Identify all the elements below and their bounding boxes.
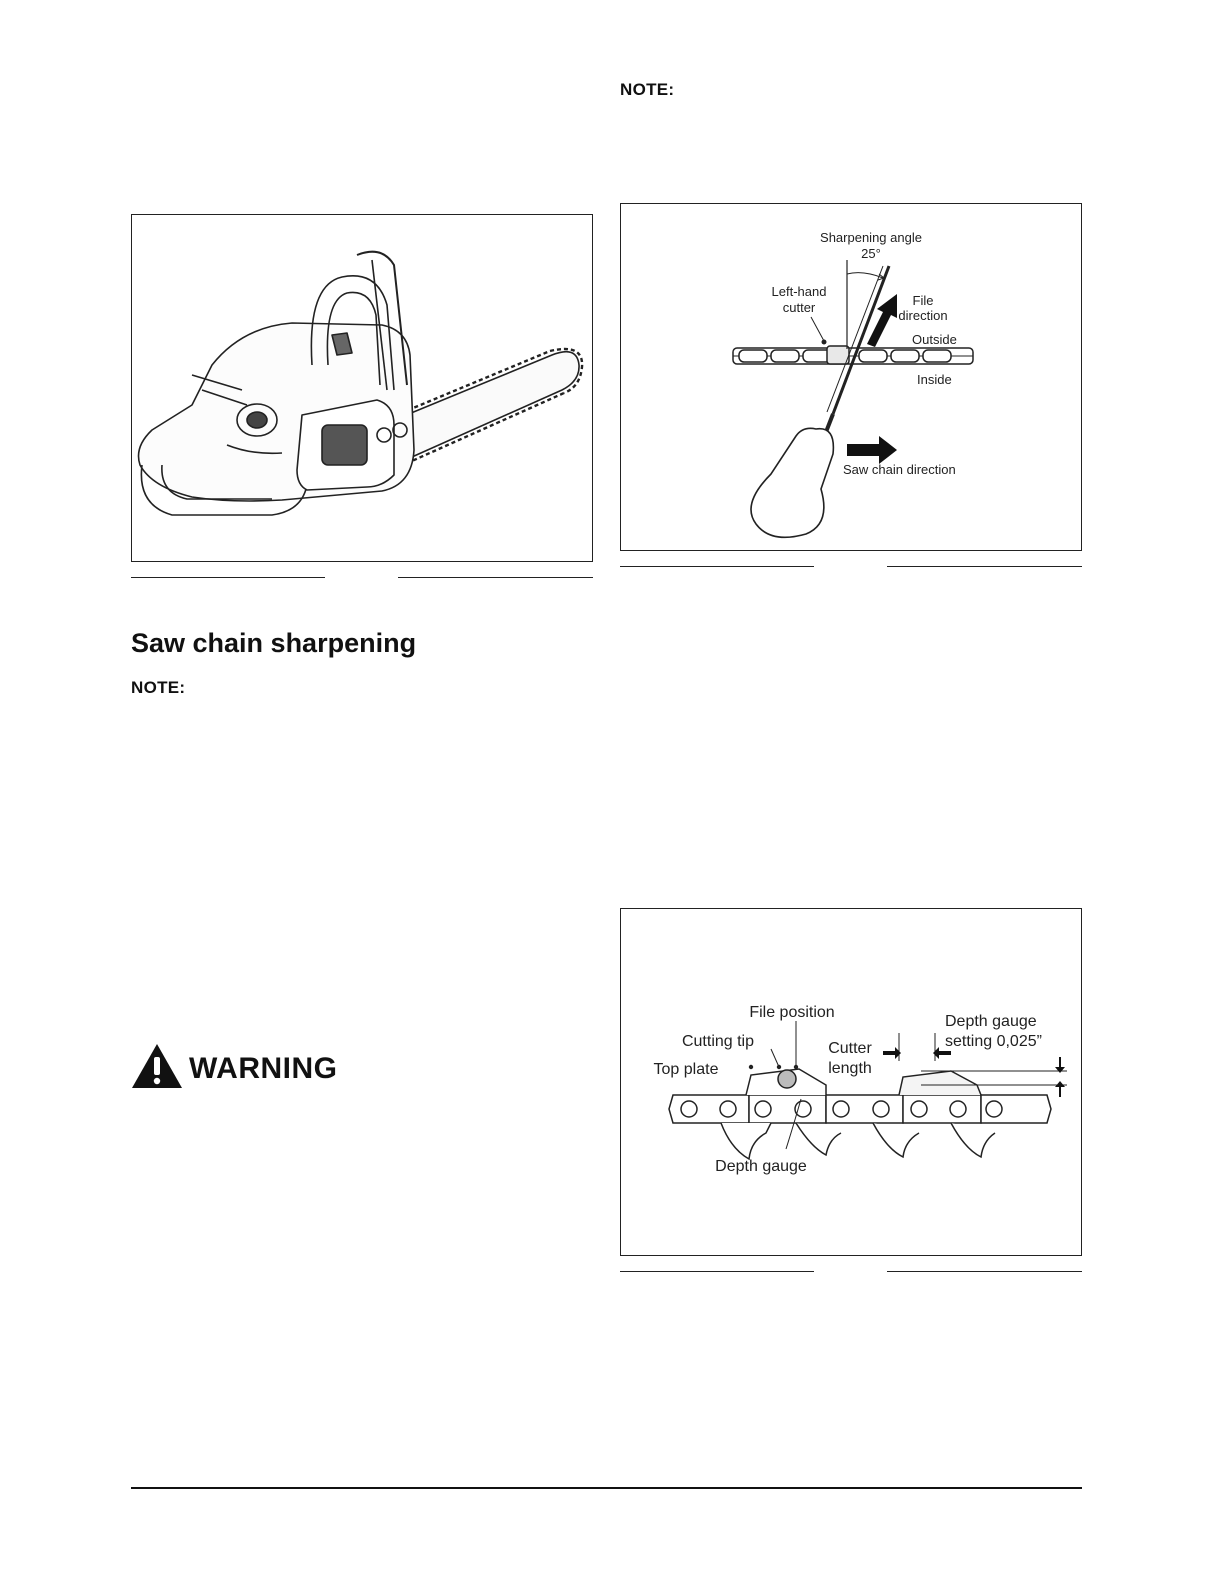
left-hand-cutter-label-line1: Left-hand [771,284,827,299]
caption-rule-left [131,577,325,578]
note-label-section: NOTE: [131,678,186,697]
angle-value-label: 25° [861,246,881,261]
file-position-label: File position [749,1004,835,1021]
warning-label: WARNING [189,1052,338,1085]
caption-rule-left-2 [620,566,814,567]
chainsaw-icon [132,215,591,560]
saw-chain-direction-label: Saw chain direction [843,462,956,477]
file-direction-label-line2: direction [898,308,948,323]
warning-block [131,1042,391,1090]
chainsaw-figure [131,214,593,562]
left-hand-cutter-label-line2: cutter [782,300,816,315]
caption-rule-right [398,577,593,578]
caption-rule-left-3 [620,1271,814,1272]
caption-rule-right-3 [887,1271,1082,1272]
inside-label: Inside [917,372,952,387]
depth-gauge-setting-label-line1: Depth gauge [945,1013,1037,1030]
depth-gauge-label: Depth gauge [715,1158,807,1175]
outside-label: Outside [912,332,957,347]
note-label-top-right: NOTE: [620,80,675,99]
footer-rule [131,1487,1082,1489]
cutter-length-label-line2: length [828,1060,872,1077]
sharpening-angle-label: Sharpening angle [820,230,922,245]
section-title: Saw chain sharpening [131,628,417,658]
caption-rule-right-2 [887,566,1082,567]
cutting-tip-label: Cutting tip [681,1033,755,1050]
file-direction-label-line1: File [912,293,934,308]
sharpening-diagram [621,204,1080,549]
sharpening-figure [620,203,1082,551]
top-plate-label: Top plate [653,1061,719,1078]
cutter-length-label-line1: Cutter [828,1040,872,1057]
chain-parts-diagram [621,909,1080,1254]
warning-triangle-icon [131,1042,183,1090]
depth-gauge-setting-label-line2: setting 0,025” [945,1033,1042,1050]
chain-parts-figure [620,908,1082,1256]
